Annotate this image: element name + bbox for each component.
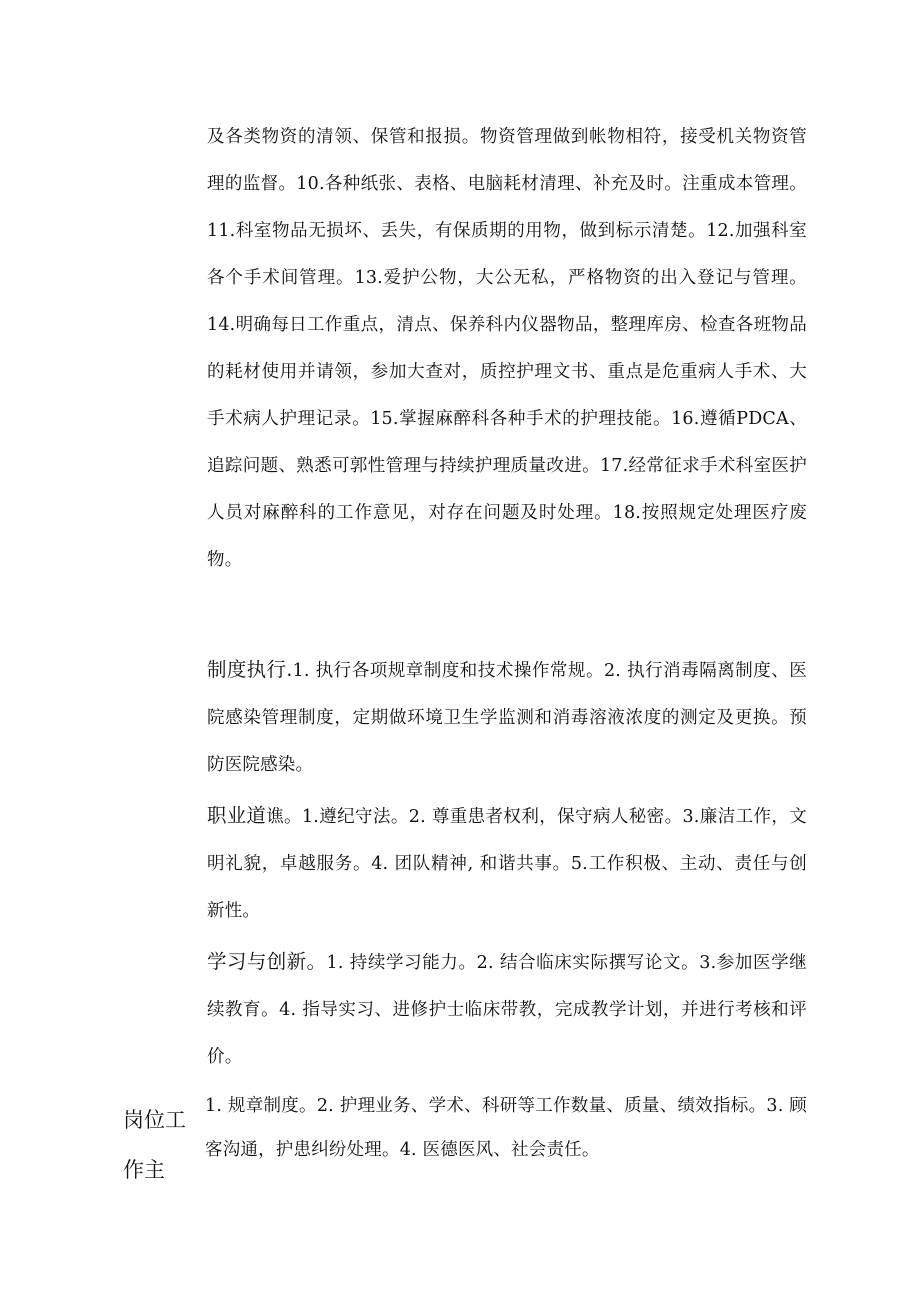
materials-management-paragraph [207,114,807,584]
evaluation-criteria-paragraph [205,1084,807,1172]
evaluation-side-label-line1: 岗位工 [123,1108,186,1132]
evaluation-side-label-line2: 作主 [123,1158,165,1182]
system-execution-text: 1. 执行各项规章制度和技术操作常规。2. 执行消毒隔离制度、医院感染管理制度，定期做环境卫生学监测和消毒溶液浓度的测定及更换。预防医院感染。 [207,661,808,775]
materials-paragraph-text: 及各类物资的清领、保管和报损。物资管理做到帐物相符，接受机关物资管理的监督。10.各种纸张、表格、电脑耗材清理、补充及时。注重成本管理。11.科室物品无损坏、丢失，有保质期的用物，做到标示清楚。12.加强科室各个手术间管理。13.爱护公物，大公无私，严格物资的出入登记与管理。14.明确每日工作重点，清点、保养科内仪器物品，整理库房、检查各班物品的耗材使用并请领，参加大查对，质控护理文书、重点是危重病人手术、大手术病人护理记录。15.掌握麻醉科各种手术的护理技能。16.遵循PDCA、追踪问题、熟悉可郭性管理与持续护理质量改进。17.经常征求手术科室医护人员对麻醉科的工作意见，对存在问题及时处理。18.按照规定处理医疗废物。 [207,127,807,570]
learning-innovation-text: 1. 持续学习能力。2. 结合临床实际撰写论文。3.参加医学继续教育。4. 指导实习、进修护士临床带教，完成教学计划，并进行考核和评价。 [207,953,807,1067]
system-execution-heading: 制度执行. [207,658,293,681]
learning-innovation-heading: 学习与创新。 [207,950,327,973]
professional-ethics-heading: 职业道 [207,804,267,827]
professional-ethics-section [207,792,807,935]
system-execution-section [207,646,807,789]
evaluation-criteria-text: 1. 规章制度。2. 护理业务、学术、科研等工作数量、质量、绩效指标。3. 顾客沟通，护患纠纷处理。4. 医德医风、社会责任。 [205,1096,807,1160]
learning-innovation-section [207,938,807,1081]
professional-ethics-text: 谯。1.遵纪守法。2. 尊重患者权利，保守病人秘密。3.廉洁工作，文明礼貌，卓越服务。4. 团队精神, 和谐共事。5.工作积极、主动、责任与创新性。 [207,807,807,921]
